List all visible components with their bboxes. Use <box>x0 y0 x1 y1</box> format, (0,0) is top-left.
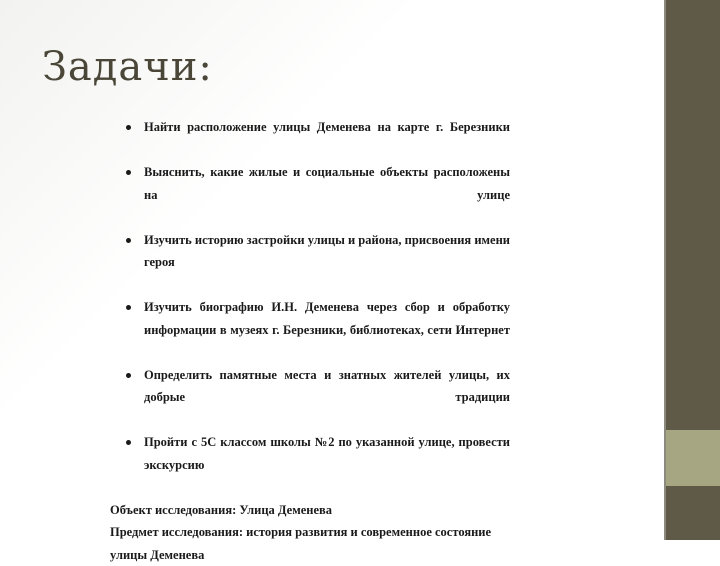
bullet-icon <box>126 170 131 175</box>
list-item <box>110 229 510 297</box>
slide-content <box>110 116 510 566</box>
bullet-icon <box>126 440 131 445</box>
bullet-icon <box>126 125 131 130</box>
research-subject: Предмет исследования: история развития и современное состояние улицы Деменева <box>110 525 492 562</box>
task-text: Пройти с 5С классом школы №2 по указанной улице, провести экскурсию <box>144 435 510 472</box>
slide-title: Задачи: <box>42 44 213 90</box>
task-text: Найти расположение улицы Деменева на карте г. Березники <box>144 120 510 134</box>
task-list <box>110 116 510 499</box>
task-text: Изучить биографию И.Н. Деменева через сбор и обработку информации в музеях г. Березники, библиотеках, сети Интернет <box>144 300 510 337</box>
task-text: Определить памятные места и знатных жителей улицы, их добрые традиции <box>144 367 510 404</box>
bullet-icon <box>126 305 131 310</box>
list-item <box>110 364 510 432</box>
task-text: Изучить историю застройки улицы и района, присвоения имени героя <box>144 232 510 269</box>
list-item <box>110 116 510 161</box>
task-text: Выяснить, какие жилые и социальные объекты расположены на улице <box>144 165 510 202</box>
bullet-icon <box>126 238 131 243</box>
list-item <box>110 161 510 229</box>
research-object: Объект исследования: Улица Деменева <box>110 502 333 517</box>
list-item <box>110 296 510 364</box>
bullet-icon <box>126 373 131 378</box>
list-item <box>110 431 510 499</box>
sidebar-accent-block <box>666 430 720 486</box>
